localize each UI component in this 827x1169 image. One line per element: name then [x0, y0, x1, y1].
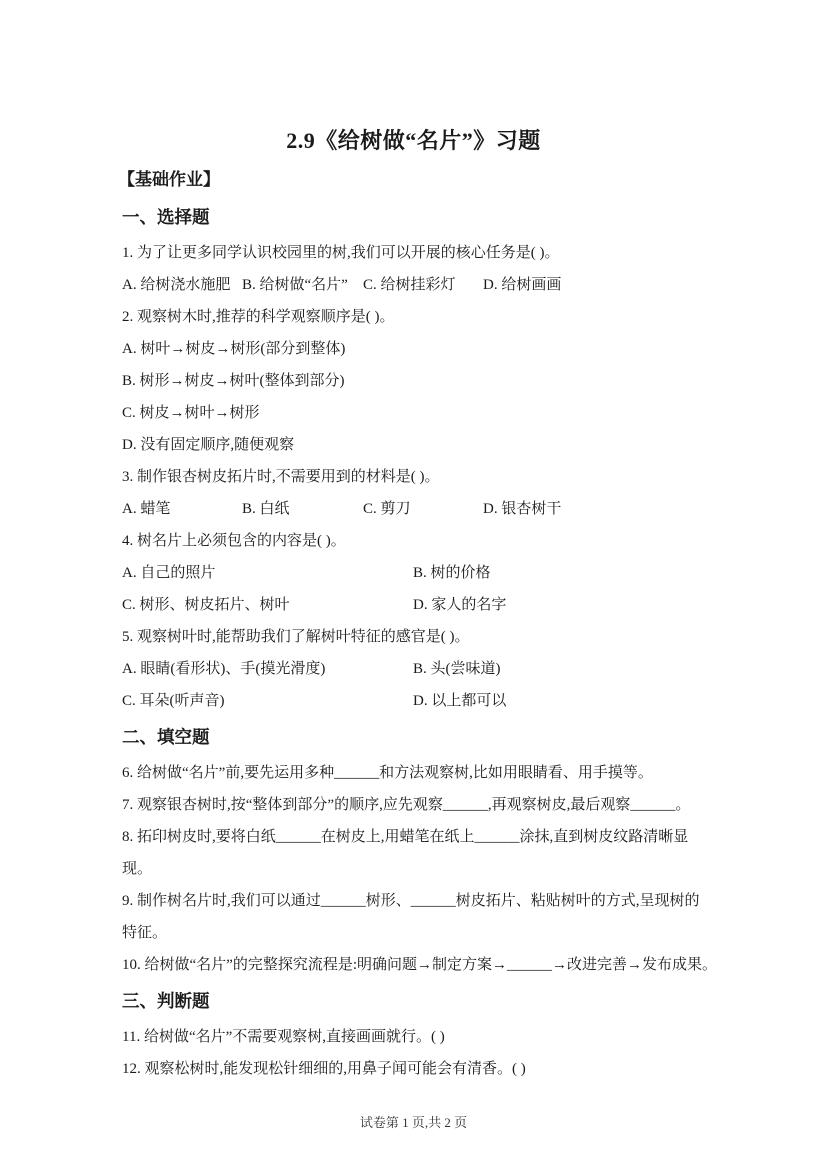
document-title: 2.9《给树做“名片”》习题 — [286, 128, 541, 153]
question-8: 8. 拓印树皮时,要将白纸______在树皮上,用蜡笔在纸上______涂抹,直到树皮纹路清晰显现。 — [122, 829, 689, 877]
question-5-options-row1 — [122, 653, 707, 685]
option-3c: C. 剪刀 — [363, 501, 411, 517]
option-4c: C. 树形、树皮拓片、树叶 — [122, 597, 290, 613]
question-1-options — [122, 269, 707, 301]
worksheet-body — [118, 163, 717, 1085]
option-5a: A. 眼睛(看形状)、手(摸光滑度) — [122, 661, 326, 677]
option-5b: B. 头(尝味道) — [413, 661, 501, 677]
option-3b: B. 白纸 — [242, 501, 290, 517]
option-1c: C. 给树挂彩灯 — [363, 277, 456, 293]
section-heading-choice: 一、选择题 — [122, 207, 210, 227]
question-9: 9. 制作树名片时,我们可以通过______树形、______树皮拓片、粘贴树叶的方式,呈现树的特征。 — [122, 893, 700, 941]
question-3: 3. 制作银杏树皮拓片时,不需要用到的材料是( )。 — [122, 469, 440, 485]
question-4: 4. 树名片上必须包含的内容是( )。 — [122, 533, 346, 549]
option-4d: D. 家人的名字 — [413, 597, 507, 613]
question-11: 11. 给树做“名片”不需要观察树,直接画画就行。( ) — [122, 1029, 445, 1045]
option-4b: B. 树的价格 — [413, 565, 491, 581]
section-heading-fill-blank: 二、填空题 — [122, 727, 210, 747]
assignment-label: 【基础作业】 — [118, 170, 220, 189]
question-12: 12. 观察松树时,能发现松针细细的,用鼻子闻可能会有清香。( ) — [122, 1061, 526, 1077]
question-10: 10. 给树做“名片”的完整探究流程是:明确问题→制定方案→______→改进完善→发布成果。 — [122, 957, 717, 973]
question-5: 5. 观察树叶时,能帮助我们了解树叶特征的感官是( )。 — [122, 629, 470, 645]
question-7: 7. 观察银杏树时,按“整体到部分”的顺序,应先观察______,再观察树皮,最后观察______。 — [122, 797, 691, 813]
question-3-options — [122, 493, 707, 525]
question-5-options-row2 — [122, 685, 707, 717]
question-4-options-row2 — [122, 589, 707, 621]
option-3a: A. 蜡笔 — [122, 501, 171, 517]
option-5c: C. 耳朵(听声音) — [122, 693, 225, 709]
section-heading-true-false: 三、判断题 — [122, 991, 210, 1011]
option-1d: D. 给树画画 — [483, 277, 562, 293]
question-1: 1. 为了让更多同学认识校园里的树,我们可以开展的核心任务是( )。 — [122, 245, 560, 261]
option-2d: D. 没有固定顺序,随便观察 — [122, 437, 295, 453]
option-1a: A. 给树浇水施肥 — [122, 277, 231, 293]
option-2b: B. 树形→树皮→树叶(整体到部分) — [122, 373, 345, 389]
option-1b: B. 给树做“名片” — [242, 277, 348, 293]
question-6: 6. 给树做“名片”前,要先运用多种______和方法观察树,比如用眼睛看、用手摸等。 — [122, 765, 653, 781]
option-2c: C. 树皮→树叶→树形 — [122, 405, 260, 421]
option-4a: A. 自己的照片 — [122, 565, 216, 581]
option-2a: A. 树叶→树皮→树形(部分到整体) — [122, 341, 346, 357]
option-5d: D. 以上都可以 — [413, 693, 507, 709]
option-3d: D. 银杏树干 — [483, 501, 562, 517]
page-footer: 试卷第 1 页,共 2 页 — [359, 1115, 468, 1130]
question-2: 2. 观察树木时,推荐的科学观察顺序是( )。 — [122, 309, 395, 325]
question-4-options-row1 — [122, 557, 707, 589]
